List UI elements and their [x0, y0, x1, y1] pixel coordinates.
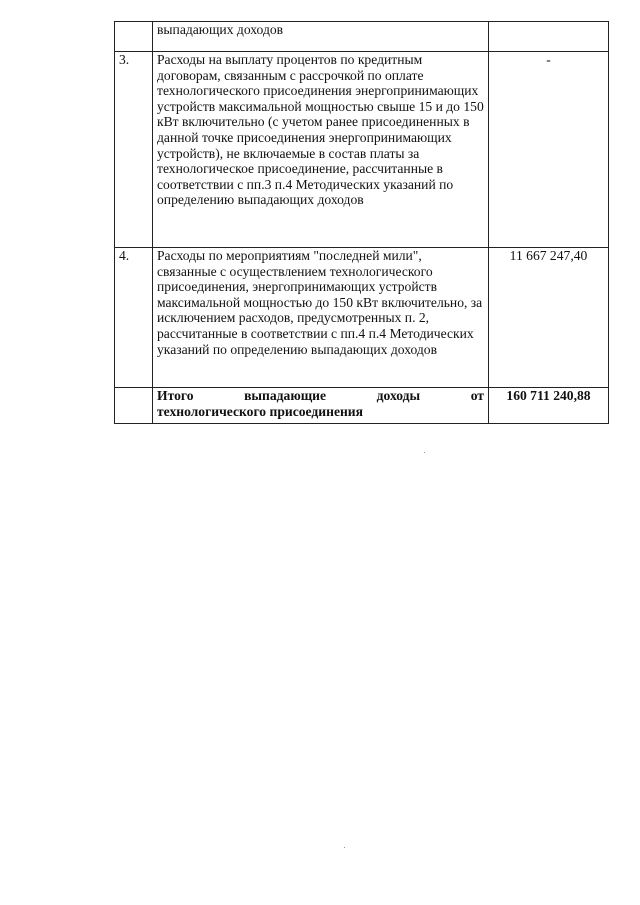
row-description: Расходы на выплату процентов по кредитным договорам, связанным с рассрочкой по оплате технологического присоединения энергопринимающих устройств максимальной мощностью свыше 15 и до 150 кВт включительно (с учетом ранее присоединенных в данной точке присоединения энергопринимающих устройств), не включаемые в состав платы за технологическое присоединение, рассчитанные в соответствии с пп.3 п.4 Методических указаний по определению выпадающих доходов [153, 52, 489, 248]
row-value [489, 22, 609, 52]
total-label-line2: технологического присоединения [157, 403, 363, 419]
total-label-line1: Итого выпадающие доходы от [157, 388, 484, 403]
total-label [153, 388, 489, 424]
row-description: Расходы по мероприятиям "последней мили", связанные с осуществлением технологического присоединения, энергопринимающих устройств максимальной мощностью до 150 кВт включительно, за исключением расходов, предусмотренных п. 2, рассчитанные в соответствии с пп.4 п.4 Методических указаний по определению выпадающих доходов [153, 248, 489, 388]
row-value: - [489, 52, 609, 248]
expenses-table [114, 21, 609, 424]
table-row [115, 52, 609, 248]
table-row [115, 248, 609, 388]
row-description: выпадающих доходов [153, 22, 489, 52]
row-number [115, 388, 153, 424]
total-value: 160 711 240,88 [489, 388, 609, 424]
scan-speck [424, 452, 425, 453]
row-number [115, 22, 153, 52]
total-row [115, 388, 609, 424]
row-number: 3. [115, 52, 153, 248]
row-number: 4. [115, 248, 153, 388]
table-row [115, 22, 609, 52]
row-value: 11 667 247,40 [489, 248, 609, 388]
scan-speck [344, 847, 345, 848]
